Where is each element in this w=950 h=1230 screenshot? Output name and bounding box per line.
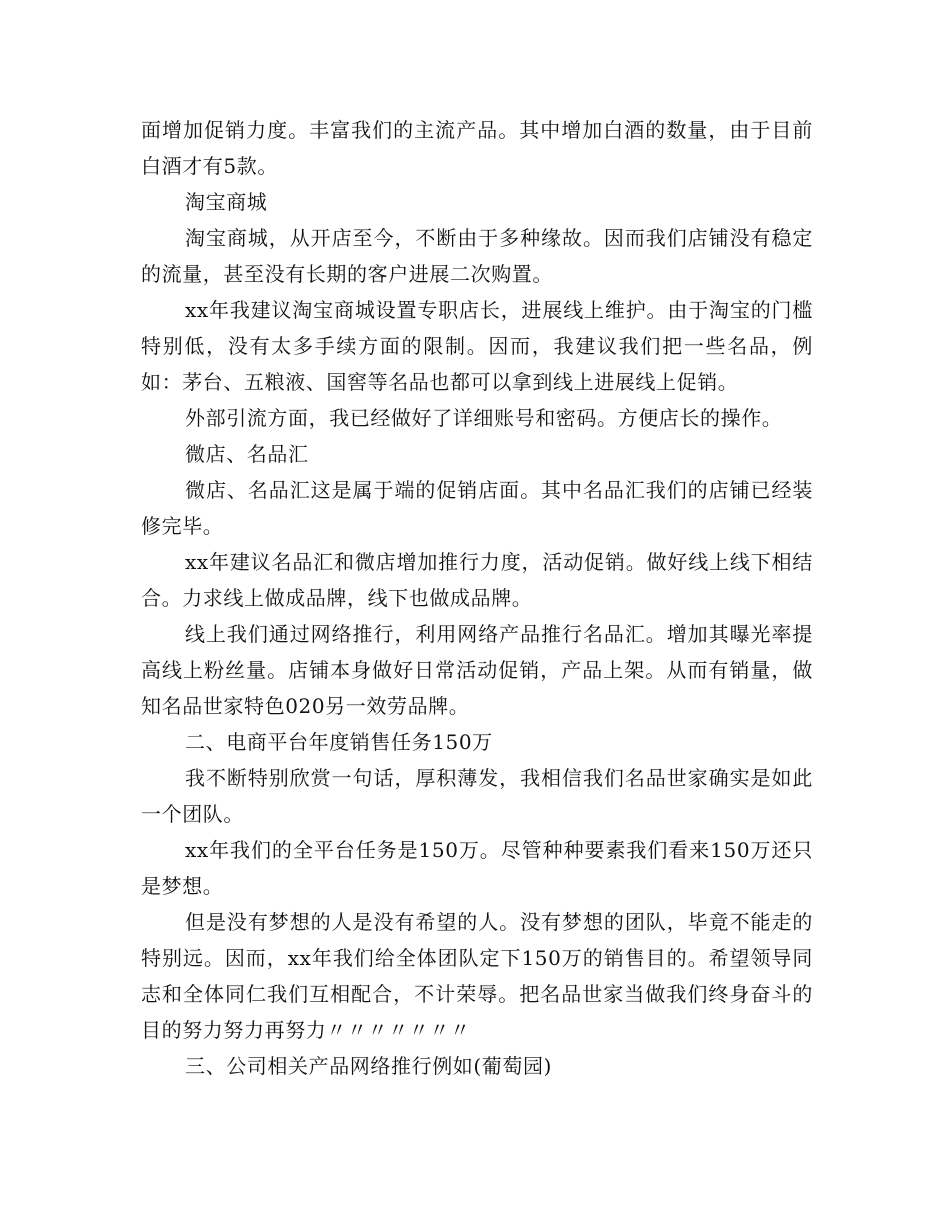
paragraph-dream-goal: 但是没有梦想的人是没有希望的人。没有梦想的团队，毕竟不能走的特别远。因而，xx年我们给全体团队定下150万的销售目的。希望领导同志和全体同仁我们互相配合，不计荣辱。把名品世家当做我们终身奋斗的目的努力努力再努力〃〃〃〃〃〃〃 [141, 910, 813, 1042]
paragraph-taobao-status: 淘宝商城，从开店至今，不断由于多种缘故。因而我们店铺没有稳定的流量，甚至没有长期的客户进展二次购置。 [141, 226, 813, 286]
paragraph-taobao-plan: xx年我建议淘宝商城设置专职店长，进展线上维护。由于淘宝的门槛特别低，没有太多手续方面的限制。因而，我建议我们把一些名品，例如：茅台、五粮液、国窖等名品也都可以拿到线上进展线上促销。 [141, 298, 813, 394]
paragraph-platform-task: xx年我们的全平台任务是150万。尽管种种要素我们看来150万还只是梦想。 [141, 838, 813, 898]
section-heading-product-promotion: 三、公司相关产品网络推行例如(葡萄园) [185, 1054, 553, 1078]
section-heading-taobao: 淘宝商城 [185, 190, 268, 214]
paragraph-team-quote: 我不断特别欣赏一句话，厚积薄发，我相信我们名品世家确实是如此一个团队。 [141, 766, 813, 826]
paragraph-online-promotion: 线上我们通过网络推行，利用网络产品推行名品汇。增加其曝光率提高线上粉丝量。店铺本身做好日常活动促销，产品上架。从而有销量，做知名品世家特色020另一效劳品牌。 [141, 622, 813, 718]
paragraph-weidian-plan: xx年建议名品汇和微店增加推行力度，活动促销。做好线上线下相结合。力求线上做成品牌，线下也做成品牌。 [141, 550, 813, 610]
section-heading-weidian: 微店、名品汇 [185, 442, 309, 466]
paragraph-weidian-status: 微店、名品汇这是属于端的促销店面。其中名品汇我们的店铺已经装修完毕。 [141, 478, 813, 538]
paragraph-external-traffic: 外部引流方面，我已经做好了详细账号和密码。方便店长的操作。 [185, 406, 783, 430]
paragraph-promotion: 面增加促销力度。丰富我们的主流产品。其中增加白酒的数量，由于目前白酒才有5款。 [141, 118, 813, 178]
section-heading-sales-target: 二、电商平台年度销售任务150万 [185, 730, 493, 754]
document-body [141, 112, 813, 1084]
